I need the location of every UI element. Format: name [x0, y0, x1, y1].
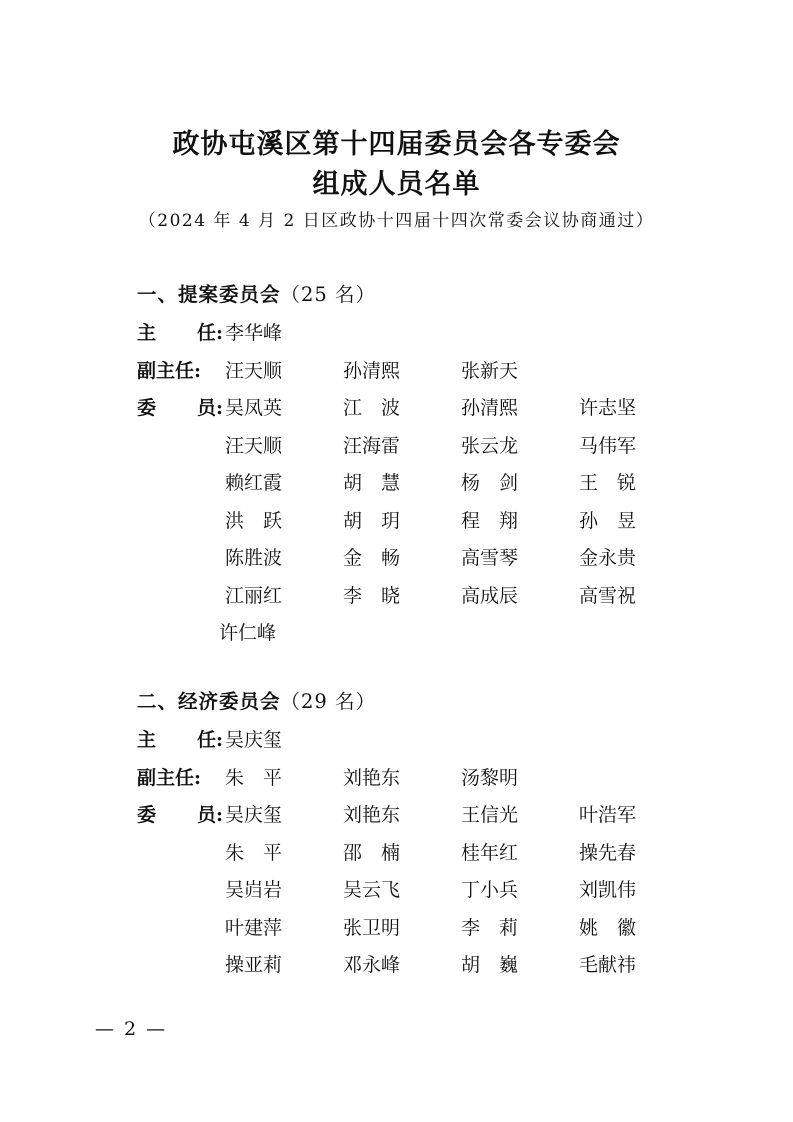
person-name: 吴云飞: [343, 879, 401, 901]
deputy-director-row: [137, 358, 697, 396]
person-name: 高雪琴: [461, 547, 519, 569]
person-name: 江丽红: [225, 584, 283, 607]
person-name: 孙清熙: [461, 397, 519, 419]
person-name: 李 晓: [343, 584, 401, 607]
person-name: 吴凤英: [225, 397, 283, 419]
person-name: 许仁峰: [219, 622, 277, 644]
person-name: 刘凯伟: [579, 879, 637, 901]
member-row: [137, 952, 697, 990]
person-name: 杨 剑: [461, 472, 519, 494]
person-name: 胡 玥: [343, 509, 401, 532]
member-names: [225, 395, 697, 421]
person-name: 姚 徽: [579, 916, 637, 939]
member-names: [225, 470, 697, 496]
member-row: [137, 470, 697, 508]
member-row: [137, 877, 697, 915]
person-name: 王信光: [461, 804, 519, 826]
section-heading-text: 一、提案委员会: [137, 283, 281, 306]
section-heading: [137, 282, 697, 320]
page-number: — 2 —: [95, 1018, 168, 1040]
deputy-director-label: 副主任:: [137, 359, 202, 382]
member-names: [225, 915, 697, 941]
member-names: [219, 620, 337, 646]
director-names: [225, 320, 343, 346]
member-names: [225, 952, 697, 978]
member-row: [137, 433, 697, 471]
section-member-count: （25 名）: [280, 283, 377, 306]
member-row: [137, 802, 697, 840]
person-name: 李 莉: [461, 916, 519, 939]
person-name: 胡 慧: [343, 472, 401, 494]
person-name: 金 畅: [343, 547, 401, 569]
deputy-director-names: [225, 765, 579, 791]
director-label: [137, 320, 223, 346]
member-row: [137, 508, 697, 546]
deputy-director-row: [137, 765, 697, 803]
member-label: [137, 802, 223, 828]
document-subtitle: （2024 年 4 月 2 日区政协十四届十四次常委会议协商通过）: [138, 211, 655, 231]
director-label: [137, 727, 223, 753]
person-name: 汪天顺: [225, 434, 283, 457]
person-name: 马伟军: [579, 434, 637, 457]
person-name: 桂年红: [461, 841, 519, 864]
person-name: 金永贵: [579, 547, 637, 569]
member-names: [225, 877, 697, 903]
member-label: [137, 395, 223, 421]
director-label-char: 主: [137, 729, 157, 751]
person-name: 张新天: [461, 359, 519, 382]
document-title-line2: 组成人员名单: [312, 169, 481, 200]
person-name: 李华峰: [225, 322, 283, 344]
person-name: 汪天顺: [225, 359, 283, 382]
person-name: 丁小兵: [461, 879, 519, 901]
member-names: [225, 840, 697, 866]
member-row: [137, 915, 697, 953]
member-row: [137, 395, 697, 433]
person-name: 朱 平: [225, 841, 283, 864]
person-name: 陈胜波: [225, 547, 283, 569]
director-row: [137, 727, 697, 765]
member-row: [137, 545, 697, 583]
person-name: 朱 平: [225, 766, 283, 789]
person-name: 叶建萍: [225, 916, 283, 939]
person-name: 吴庆玺: [225, 804, 283, 826]
director-names: [225, 727, 343, 753]
member-names: [225, 802, 697, 828]
member-names: [225, 545, 697, 571]
person-name: 刘艳东: [343, 766, 401, 789]
person-name: 汪海雷: [343, 434, 401, 457]
document-title-line1: 政协屯溪区第十四届委员会各专委会: [172, 129, 621, 160]
member-row: [137, 840, 697, 878]
section-heading-text: 二、经济委员会: [137, 690, 281, 713]
section-economic-committee: [137, 689, 697, 990]
person-name: 叶浩军: [579, 804, 637, 826]
person-name: 邓永峰: [343, 954, 401, 976]
person-name: 洪 跃: [225, 509, 283, 532]
person-name: 江 波: [343, 397, 401, 419]
person-name: 胡 巍: [461, 954, 519, 976]
person-name: 孙清熙: [343, 359, 401, 382]
person-name: 高雪祝: [579, 584, 637, 607]
person-name: 刘艳东: [343, 804, 401, 826]
section-member-count: （29 名）: [280, 690, 377, 713]
section-heading: [137, 689, 697, 727]
person-name: 许志坚: [579, 397, 637, 419]
deputy-director-label: 副主任:: [137, 766, 202, 789]
section-proposal-committee: [137, 282, 697, 658]
deputy-director-names: [225, 358, 579, 384]
director-row: [137, 320, 697, 358]
person-name: 张云龙: [461, 434, 519, 457]
member-label-char: 委: [137, 397, 157, 419]
member-row: [137, 583, 697, 621]
person-name: 王 锐: [579, 472, 637, 494]
person-name: 邵 楠: [343, 841, 401, 864]
person-name: 操亚莉: [225, 954, 283, 976]
person-name: 高成辰: [461, 584, 519, 607]
member-names: [225, 583, 697, 609]
person-name: 程 翔: [461, 509, 519, 532]
person-name: 吴庆玺: [225, 729, 283, 751]
member-label-char: 员:: [196, 804, 223, 826]
member-label-char: 委: [137, 804, 157, 826]
person-name: 孙 昱: [579, 509, 637, 532]
director-label-char: 任:: [196, 322, 223, 344]
person-name: 汤黎明: [461, 766, 519, 789]
person-name: 张卫明: [343, 916, 401, 939]
member-names: [225, 433, 697, 459]
person-name: 吴岿岩: [225, 879, 283, 901]
person-name: 毛献祎: [579, 954, 637, 976]
director-label-char: 主: [137, 322, 157, 344]
member-row: [137, 620, 697, 658]
person-name: 赖红霞: [225, 472, 283, 494]
director-label-char: 任:: [196, 729, 223, 751]
person-name: 操先春: [579, 841, 637, 864]
member-label-char: 员:: [196, 397, 223, 419]
member-names: [225, 508, 697, 534]
